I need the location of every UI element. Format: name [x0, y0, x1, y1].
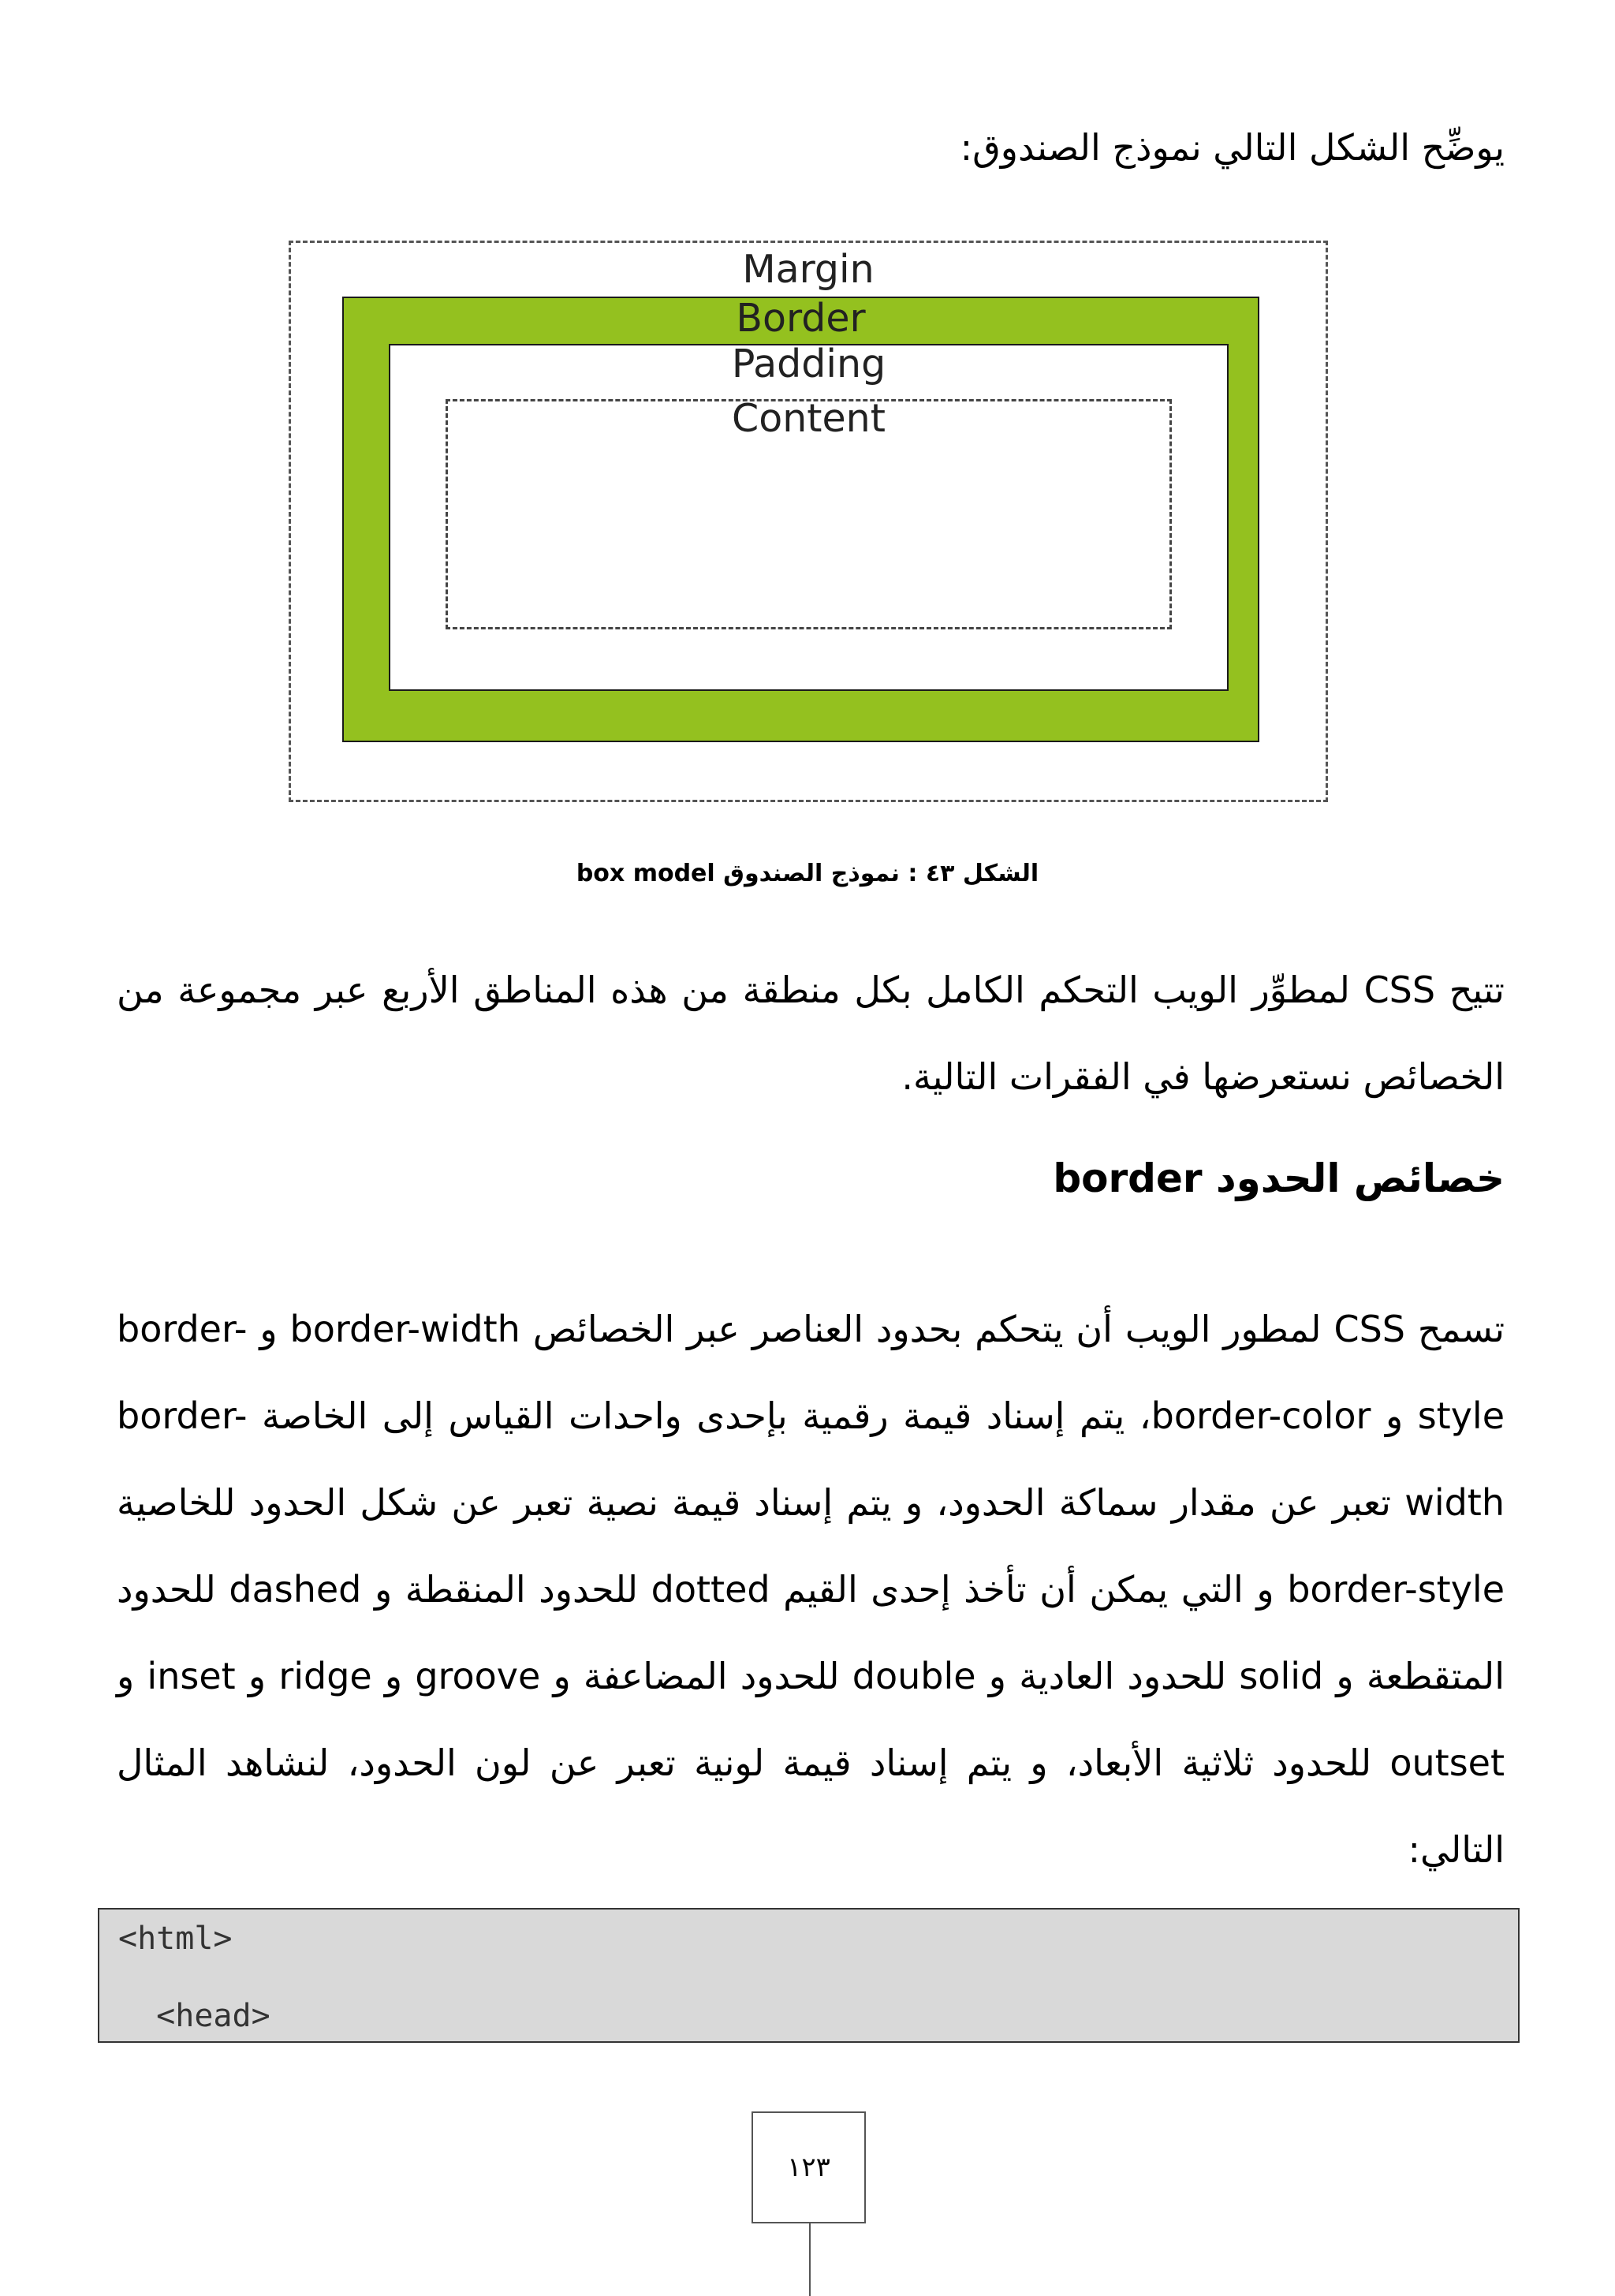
code-block — [98, 1908, 1520, 2043]
box-model-border — [342, 297, 1259, 742]
margin-label: Margin — [742, 247, 875, 292]
content-label: Content — [732, 396, 886, 441]
border-label: Border — [736, 296, 866, 341]
figure-caption: الشكل ٤٣ : نموذج الصندوق box model — [576, 860, 1039, 887]
page-number-line — [809, 2223, 811, 2296]
page-number-box — [752, 2111, 866, 2223]
paragraph-text: تسمح CSS لمطور الويب أن يتحكم بحدود العناصر عبر الخصائص border-width و border-style و border-color، يتم إسناد قيمة رقمية بإحدى واحدات القياس إلى الخاصة border-width تعبر عن مقدار سماكة الحدود، و يتم إسناد قيمة نصية تعبر عن شكل الحدود للخاصية border-style و التي يمكن أن تأخذ إحدى القيم dotted للحدود المنقطة و dashed للحدود المتقطعة و solid للحدود العادية و double للحدود المضاعفة و groove و ridge و inset و outset للحدود ثلاثية الأبعاد، و يتم إسناد قيمة لونية تعبر عن لون الحدود، لنشاهد المثال التالي: — [117, 1308, 1505, 1871]
intro-text: يوضِّح الشكل التالي نموذج الصندوق: — [960, 126, 1505, 169]
box-model-padding — [389, 344, 1229, 691]
paragraph-border — [117, 1286, 1505, 1893]
box-model-figure-margin — [289, 241, 1328, 802]
box-model-content — [446, 396, 1172, 629]
page-number: ١٢٣ — [787, 2152, 830, 2183]
code-line: <head> — [118, 1998, 270, 2034]
paragraph-text: تتيح CSS لمطوِّر الويب التحكم الكامل بكل منطقة من هذه المناطق الأربع عبر مجموعة من الخصائص نستعرضها في الفقرات التالية. — [117, 969, 1505, 1098]
section-heading: خصائص الحدود border — [1053, 1155, 1505, 1201]
code-line: <html> — [118, 1921, 233, 1957]
paragraph-intro — [117, 946, 1505, 1120]
padding-label: Padding — [731, 342, 886, 386]
